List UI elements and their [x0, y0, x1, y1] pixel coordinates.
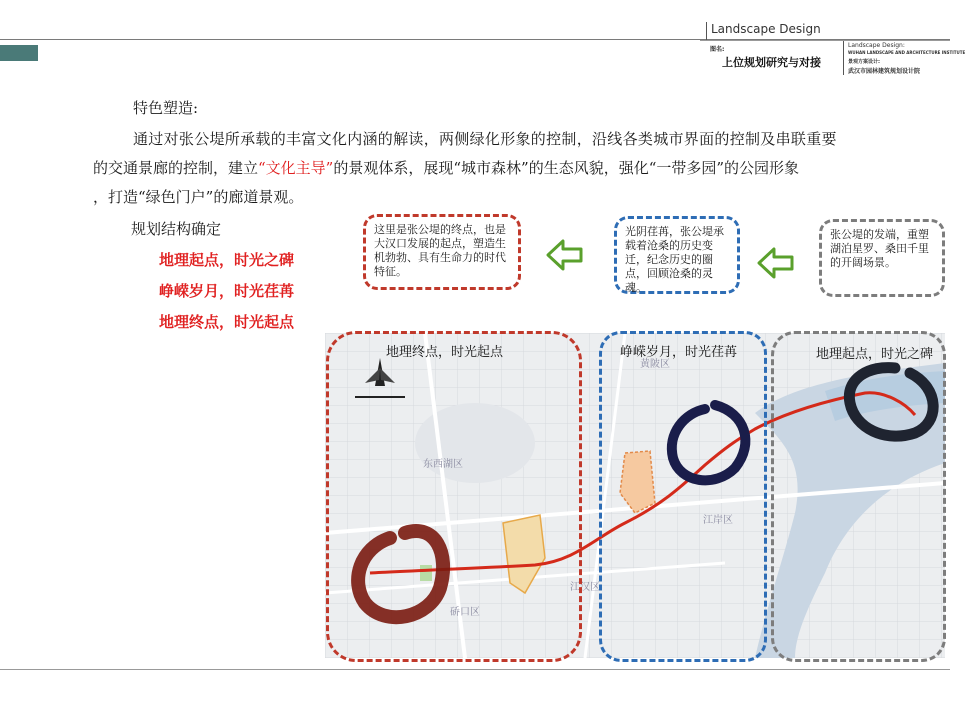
region-end-point [326, 331, 582, 662]
region-middle [599, 331, 767, 662]
arrow-left-icon [546, 238, 584, 272]
institute-line4: 武汉市园林建筑规划设计院 [848, 68, 921, 75]
section-title: 特色塑造: [133, 99, 199, 117]
paragraph-line-3: ，打造“绿色门户”的廊道景观。 [93, 188, 304, 206]
paragraph-line-2-end: 的景观体系，展现“城市森林”的生态风貌，强化“一带多园”的公园形象 [333, 159, 800, 177]
region-start-label: 地理起点，时光之碑 [816, 347, 934, 362]
structure-item-1: 地理起点，时光之碑 [159, 251, 295, 269]
header-second-rule [700, 40, 950, 41]
header-accent-block [0, 45, 38, 61]
bubble-start-point: 张公堤的发端，重塑湖泊星罗、桑田千里的开阔场景。 [819, 219, 945, 297]
paragraph-line-2 [93, 157, 799, 178]
bubble-middle: 光阴荏苒，张公堤承载着沧桑的历史变迁，纪念历史的圈点，回顾沧桑的灵魂。 [614, 216, 740, 294]
region-end-label: 地理终点，时光起点 [386, 345, 504, 360]
region-middle-label: 峥嵘岁月，时光荏苒 [620, 345, 738, 360]
header-vertical-rule [706, 22, 707, 40]
footer-rule [0, 669, 950, 670]
map-label-qiaokou: 硚口区 [450, 607, 480, 618]
arrow-right-icon [757, 246, 795, 280]
drawing-name: 上位规划研究与对接 [722, 56, 821, 69]
structure-item-3: 地理终点，时光起点 [159, 313, 295, 331]
institute-title: Landscape Design: [848, 42, 905, 49]
paragraph-line-2-start: 的交通景廊的控制，建立 [93, 159, 259, 177]
culture-highlight: “文化主导” [258, 159, 334, 177]
map-label-jiangan: 江岸区 [703, 515, 733, 526]
paragraph-line-1: 通过对张公堤所承载的丰富文化内涵的解读，两侧绿化形象的控制，沿线各类城市界面的控制及串联重要 [133, 130, 837, 148]
map-label-huangpi: 黄陂区 [640, 359, 670, 370]
map-label-jianghan: 江汉区 [570, 582, 600, 593]
institute-line3: 景观方案设计: [848, 59, 881, 65]
region-start-point [771, 331, 946, 662]
brand-title: Landscape Design [711, 22, 821, 36]
structure-title: 规划结构确定 [131, 220, 222, 238]
drawing-name-label: 图名: [710, 46, 725, 53]
institute-subtitle: WUHAN LANDSCAPE AND ARCHITECTURE INSTITUTE [848, 50, 965, 55]
header-divider [843, 41, 844, 75]
bubble-end-point: 这里是张公堤的终点，也是大汉口发展的起点，塑造生机勃勃、具有生命力的时代特征。 [363, 214, 521, 290]
structure-item-2: 峥嵘岁月，时光荏苒 [159, 282, 295, 300]
map-label-dongxihu: 东西湖区 [423, 459, 463, 470]
